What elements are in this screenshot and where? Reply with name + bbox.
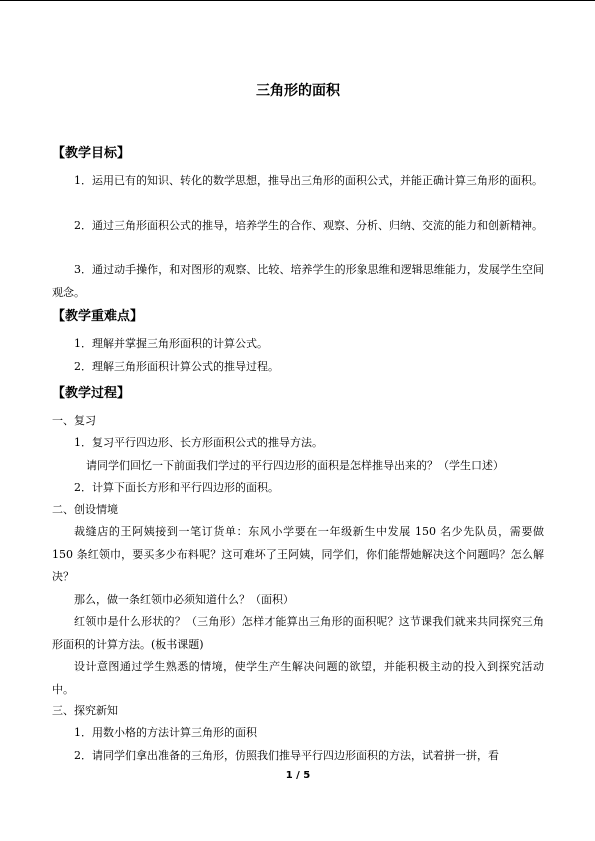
goal-item-2: 2．通过三角形面积公式的推导，培养学生的合作、观察、分析、归纳、交流的能力和创新精神。 [74,219,543,232]
explore-line-1: 1．用数小格的方法计算三角形的面积 [74,726,257,739]
keypoint-item-1: 1．理解并掌握三角形面积的计算公式。 [74,337,268,350]
keypoint-item-2: 2．理解三角形面积计算公式的推导过程。 [74,360,279,373]
section-heading-process: 【教学过程】 [52,386,131,401]
goal-item-1: 1．运用已有的知识、转化的数学思想，推导出三角形的面积公式，并能正确计算三角形的面积。 [74,174,543,187]
outline-explore: 三、探究新知 [52,704,118,717]
explore-line-2: 2．请同学们拿出准备的三角形，仿照我们推导平行四边形面积的方法，试着拼一拼，看 [74,749,499,762]
situation-paragraph-4: 设计意图通过学生熟悉的情境，使学生产生解决问题的欲望，并能积极主动的投入到探究活动中。 [52,660,544,696]
situation-paragraph-1: 裁缝店的王阿姨接到一笔订货单：东风小学要在一年级新生中发展 150 名少先队员，需要做 150 条红领巾，要买多少布料呢？这可难坏了王阿姨，同学们，你们能帮她解决这个问题吗？怎么解决？ [52,525,544,583]
review-line-3: 2．计算下面长方形和平行四边形的面积。 [74,481,279,494]
review-line-1: 1．复习平行四边形、长方形面积公式的推导方法。 [74,436,323,449]
page-number: 1 / 5 [285,770,311,781]
situation-paragraph-2: 那么，做一条红领巾必须知道什么？（面积） [74,593,294,606]
document-title: 三角形的面积 [256,83,340,99]
goal-item-3: 3．通过动手操作，和对图形的观察、比较、培养学生的形象思维和逻辑思维能力，发展学生空间观念。 [52,263,544,299]
outline-situation: 二、创设情境 [52,503,118,516]
section-heading-keypoints: 【教学重难点】 [52,309,144,324]
situation-paragraph-3: 红领巾是什么形状的？（三角形）怎样才能算出三角形的面积呢？这节课我们就来共同探究三角形面积的计算方法。(板书课题) [52,615,544,651]
outline-review: 一、复习 [52,414,96,427]
header-rule [0,0,595,1]
section-heading-goals: 【教学目标】 [52,146,131,161]
review-line-2: 请同学们回忆一下前面我们学过的平行四边形的面积是怎样推导出来的？（学生口述） [86,459,504,472]
